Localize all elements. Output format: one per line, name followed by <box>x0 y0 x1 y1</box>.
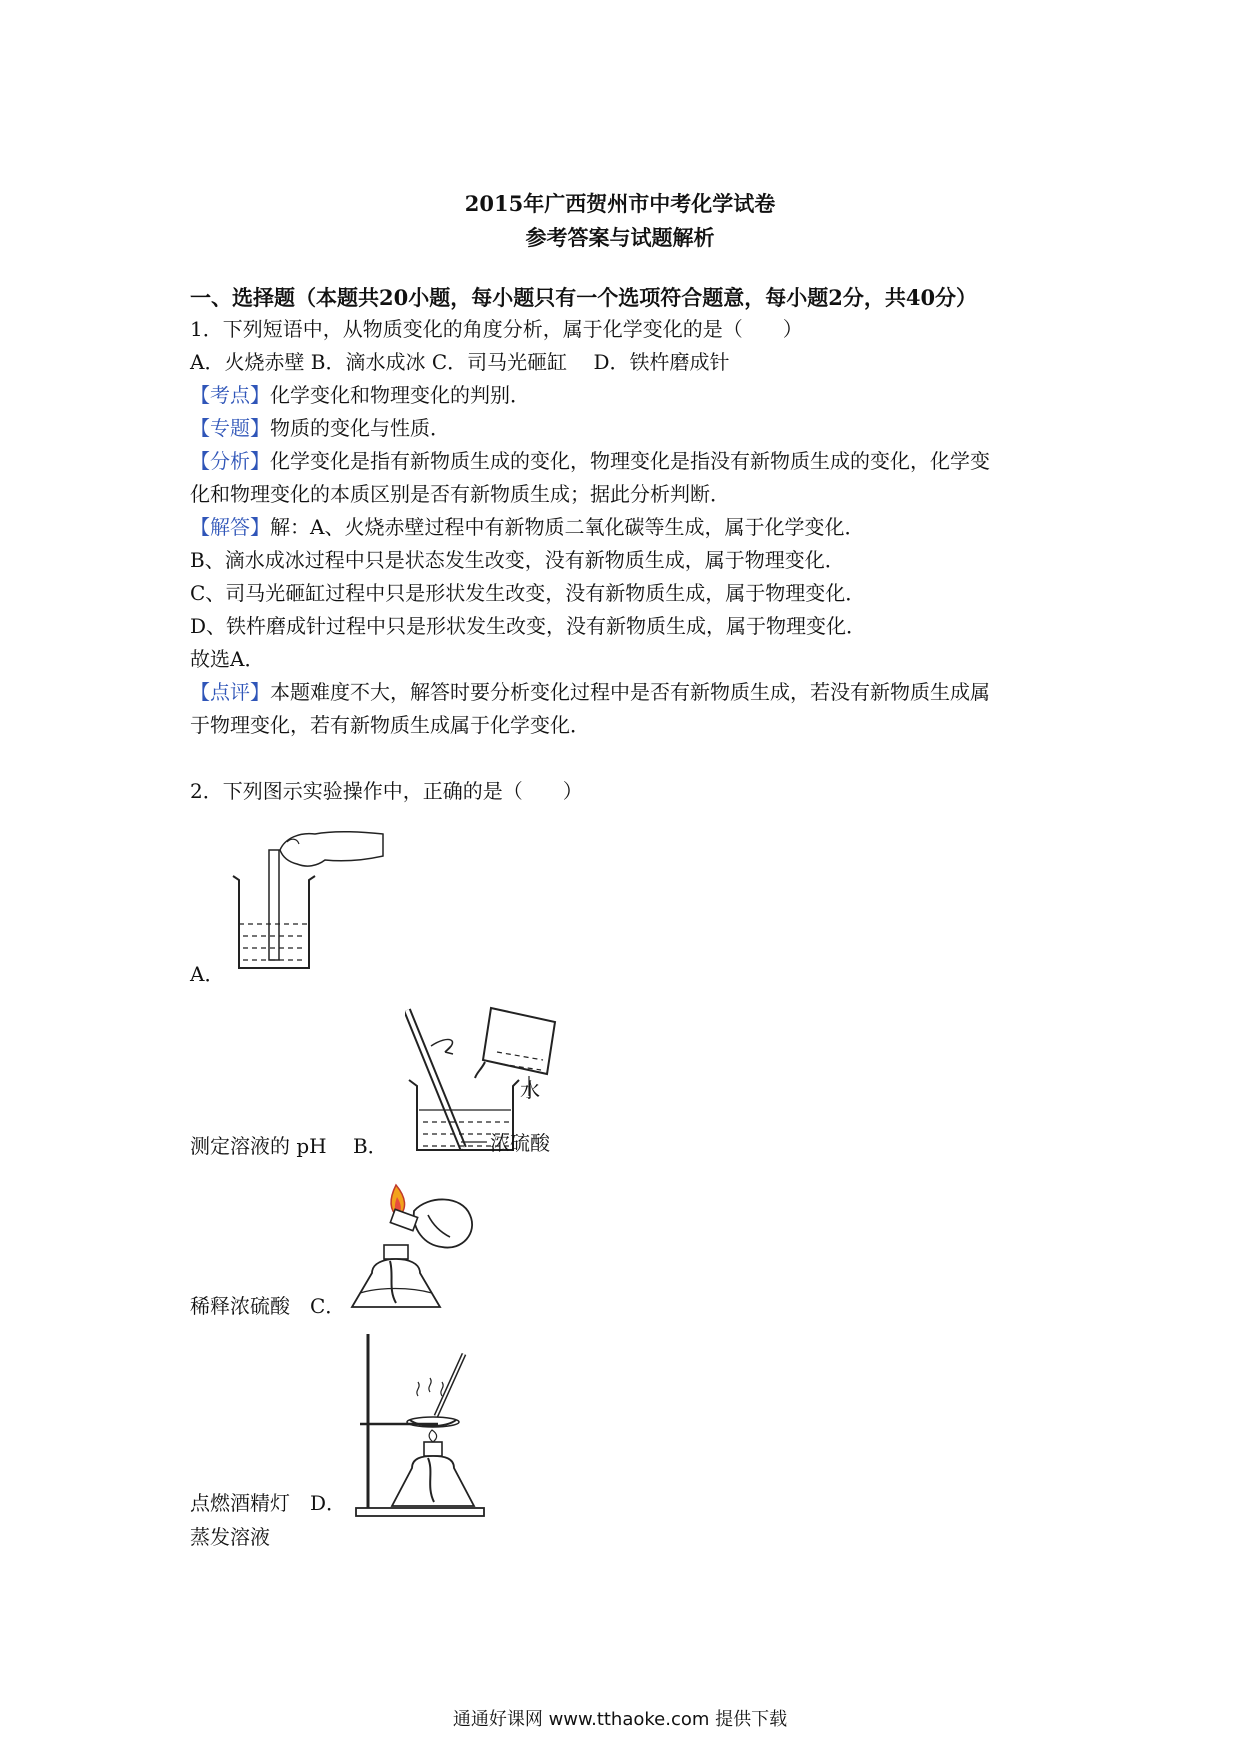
jieda-text-4: D、铁杵磨成针过程中只是形状发生改变，没有新物质生成，属于物理变化． <box>190 614 867 638</box>
caption-a-label-b: 测定溶液的 pH B． <box>190 1134 388 1158</box>
fenxi-tag: 【分析】 <box>190 449 270 473</box>
footer-download-note: 通通好课网 www.tthaoke.com 提供下载 <box>452 1709 788 1730</box>
jieda-text-3: C、司马光砸缸过程中只是形状发生改变，没有新物质生成，属于物理变化． <box>190 581 866 605</box>
figure-a-ph-test <box>225 820 390 980</box>
zhuanti-text: 物质的变化与性质． <box>270 416 450 440</box>
figure-b-water-label: 水 <box>520 1078 540 1102</box>
page-subtitle: 参考答案与试题解析 <box>525 225 715 250</box>
q1-kaodian <box>190 382 530 408</box>
caption-c-label-d: 点燃酒精灯 D． <box>190 1491 347 1515</box>
q2-stem: 2．下列图示实验操作中，正确的是（ ） <box>190 779 583 803</box>
q1-dianping <box>190 679 990 705</box>
jieda-text-1: 解：A、火烧赤壁过程中有新物质二氧化碳等生成，属于化学变化． <box>270 515 865 539</box>
q1-zhuanti <box>190 415 450 441</box>
section-heading: 一、选择题（本题共20小题，每小题只有一个选项符合题意，每小题2分，共40分） <box>190 285 978 310</box>
figure-d-evaporation <box>350 1330 490 1520</box>
dianping-tag: 【点评】 <box>190 680 270 704</box>
kaodian-text: 化学变化和物理变化的判别． <box>270 383 530 407</box>
kaodian-tag: 【考点】 <box>190 383 270 407</box>
jieda-tag: 【解答】 <box>190 515 270 539</box>
q1-stem: 1．下列短语中，从物质变化的角度分析，属于化学变化的是（ ） <box>190 317 803 341</box>
fenxi-text-2: 化和物理变化的本质区别是否有新物质生成；据此分析判断． <box>190 482 730 506</box>
q1-options: A．火烧赤壁 B．滴水成冰 C．司马光砸缸 D．铁杵磨成针 <box>190 350 730 374</box>
fenxi-text-1: 化学变化是指有新物质生成的变化，物理变化是指没有新物质生成的变化，化学变 <box>270 449 990 473</box>
page-title: 2015年广西贺州市中考化学试卷 <box>464 191 776 216</box>
jieda-text-5: 故选A． <box>190 647 265 671</box>
dianping-text-1: 本题难度不大，解答时要分析变化过程中是否有新物质生成，若没有新物质生成属 <box>270 680 990 704</box>
caption-b-label-c: 稀释浓硫酸 C． <box>190 1294 346 1318</box>
option-a-label: A． <box>190 962 225 986</box>
caption-d: 蒸发溶液 <box>190 1525 270 1549</box>
figure-b-acid-label: 浓硫酸 <box>490 1131 550 1155</box>
dianping-text-2: 于物理变化，若有新物质生成属于化学变化． <box>190 713 590 737</box>
zhuanti-tag: 【专题】 <box>190 416 270 440</box>
figure-c-lamp-lighting <box>350 1175 490 1315</box>
jieda-text-2: B、滴水成冰过程中只是状态发生改变，没有新物质生成，属于物理变化． <box>190 548 845 572</box>
q1-jieda <box>190 514 864 540</box>
q1-fenxi <box>190 448 990 474</box>
